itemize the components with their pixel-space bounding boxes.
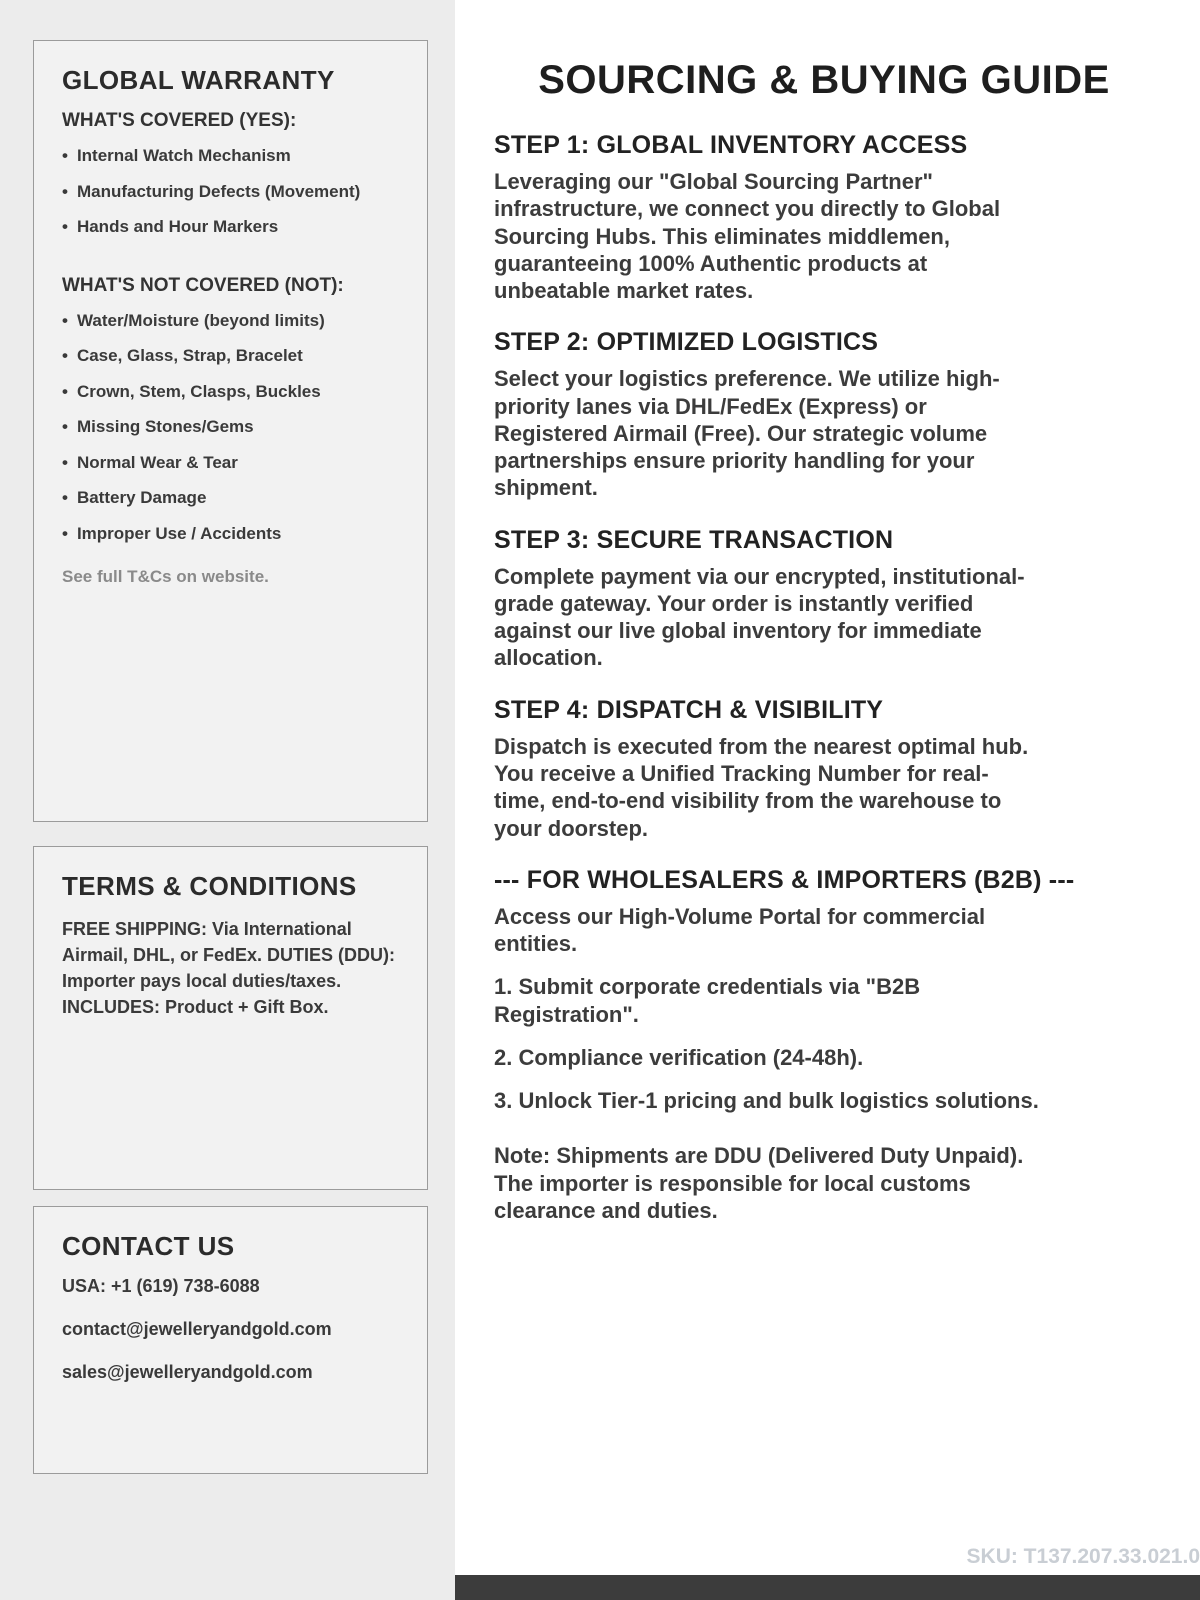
covered-list	[62, 146, 399, 237]
terms-title: TERMS & CONDITIONS	[62, 871, 357, 901]
list-item: • Crown, Stem, Clasps, Buckles	[62, 382, 399, 402]
list-item: • Case, Glass, Strap, Bracelet	[62, 346, 399, 366]
b2b-section	[494, 866, 1154, 1224]
list-item: • Manufacturing Defects (Movement)	[62, 182, 399, 202]
not-covered-list	[62, 311, 399, 544]
list-item: • Normal Wear & Tear	[62, 453, 399, 473]
step-4-section	[494, 696, 1154, 842]
step-3-body: Complete payment via our encrypted, institutional-grade gateway. Your order is instantly verified against our live global inventory for immediate allocation.	[494, 563, 1025, 671]
sidebar	[0, 0, 455, 1600]
step-1-body: Leveraging our "Global Sourcing Partner" infrastructure, we connect you directly to Global Sourcing Hubs. This eliminates middlemen, guaranteeing 100% Authentic products at unbeatable market rates.	[494, 169, 1001, 304]
b2b-heading: --- FOR WHOLESALERS & IMPORTERS (B2B) ---	[494, 865, 1075, 894]
terms-panel	[33, 846, 428, 1190]
covered-subheading: WHAT'S COVERED (YES):	[62, 110, 297, 131]
list-item: • Hands and Hour Markers	[62, 217, 399, 237]
contact-phone: USA: +1 (619) 738-6088	[62, 1276, 260, 1296]
contact-email-primary: contact@jewelleryandgold.com	[62, 1319, 332, 1339]
step-3-section	[494, 526, 1154, 672]
b2b-item-3: 3. Unlock Tier-1 pricing and bulk logistics solutions.	[494, 1088, 1039, 1114]
step-1-heading: STEP 1: GLOBAL INVENTORY ACCESS	[494, 131, 968, 159]
step-2-section	[494, 328, 1154, 501]
warranty-footnote: See full T&Cs on website.	[62, 567, 269, 587]
contact-email-sales: sales@jewelleryandgold.com	[62, 1362, 313, 1382]
main-content	[494, 0, 1154, 1224]
not-covered-subheading: WHAT'S NOT COVERED (NOT):	[62, 274, 344, 296]
b2b-intro: Access our High-Volume Portal for commercial entities.	[494, 903, 986, 957]
sku-label: SKU: T137.207.33.021.0	[966, 1545, 1200, 1568]
step-1-section	[494, 131, 1154, 304]
warranty-panel	[33, 40, 428, 822]
step-3-heading: STEP 3: SECURE TRANSACTION	[494, 525, 894, 554]
list-item: • Battery Damage	[62, 488, 399, 508]
step-2-body: Select your logistics preference. We utilize high-priority lanes via DHL/FedEx (Express) or Registered Airmail (Free). Our strategic volume partnerships ensure priority handling for your shipment.	[494, 366, 1000, 501]
b2b-item-1: 1. Submit corporate credentials via "B2B Registration".	[494, 974, 921, 1027]
b2b-note: Note: Shipments are DDU (Delivered Duty Unpaid). The importer is responsible for local customs clearance and duties.	[494, 1143, 1024, 1223]
warranty-title: GLOBAL WARRANTY	[62, 65, 335, 95]
contact-panel	[33, 1206, 428, 1474]
list-item: • Missing Stones/Gems	[62, 417, 399, 437]
list-item: • Improper Use / Accidents	[62, 524, 399, 544]
b2b-item-2: 2. Compliance verification (24-48h).	[494, 1044, 864, 1070]
contact-title: CONTACT US	[62, 1231, 235, 1261]
step-2-heading: STEP 2: OPTIMIZED LOGISTICS	[494, 328, 879, 357]
page-title: SOURCING & BUYING GUIDE	[538, 58, 1110, 102]
step-4-body: Dispatch is executed from the nearest optimal hub. You receive a Unified Tracking Number for real-time, end-to-end visibility from the warehouse to your doorstep.	[494, 733, 1029, 841]
step-4-heading: STEP 4: DISPATCH & VISIBILITY	[494, 695, 884, 724]
footer-bar	[455, 1575, 1200, 1600]
list-item: • Internal Watch Mechanism	[62, 146, 399, 166]
list-item: • Water/Moisture (beyond limits)	[62, 311, 399, 331]
terms-body: FREE SHIPPING: Via International Airmail, DHL, or FedEx. DUTIES (DDU): Importer pays local duties/taxes. INCLUDES: Product + Gift Box.	[62, 919, 396, 1018]
